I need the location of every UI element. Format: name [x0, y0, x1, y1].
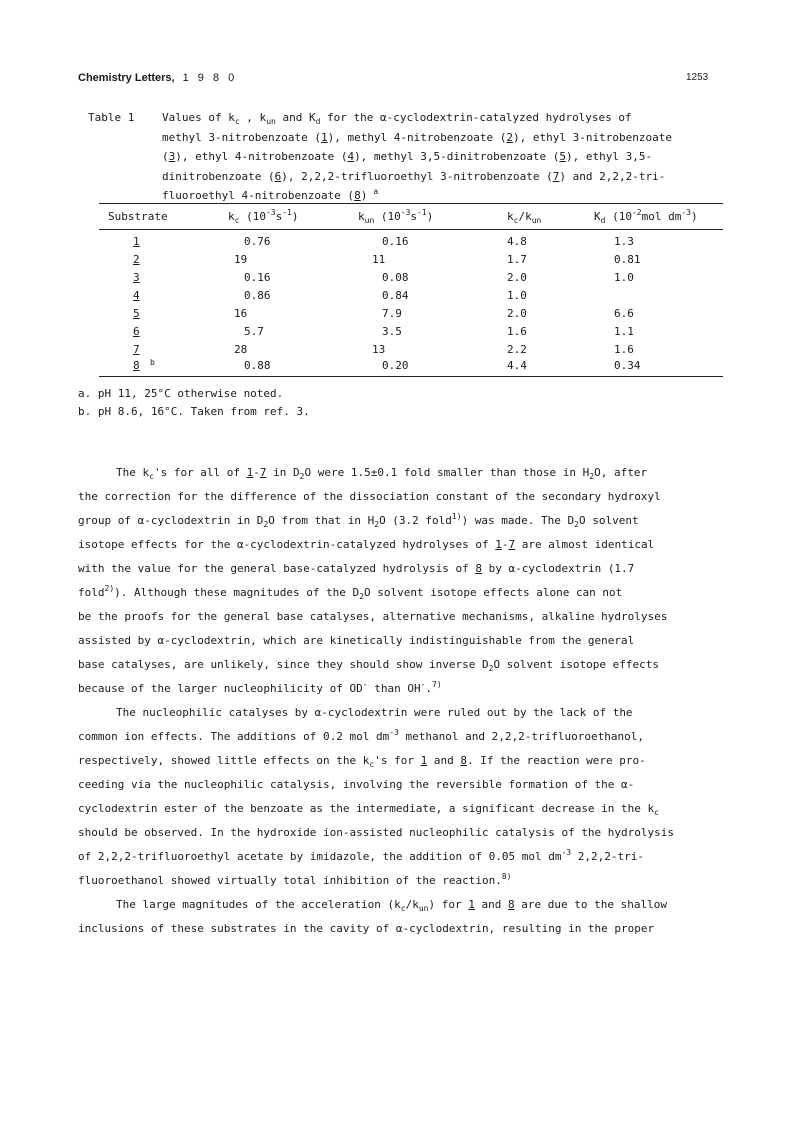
journal-header	[78, 72, 237, 84]
body-line: group of α-cyclodextrin in $D_2O$ from that in $H_2O$ (3.2 fold$^{1)}$) was made. The $D_2O$ solvent	[78, 512, 639, 529]
column-header-ratio: $k_c/k_{un}$	[507, 210, 542, 225]
body-line: of 2,2,2-trifluoroethyl acetate by imidazole, the addition of 0.05 mol $dm^{-3}$ 2,2,2-tri-	[78, 848, 644, 863]
body-line: common ion effects. The additions of 0.2 mol $dm^{-3}$ methanol and 2,2,2-trifluoroethanol,	[78, 728, 644, 743]
body-line: inclusions of these substrates in the cavity of α-cyclodextrin, resulting in the proper	[78, 922, 655, 935]
body-line: fluoroethanol showed virtually total inhibition of the reaction.$^{8)}$	[78, 872, 512, 887]
caption-line: methyl 3-nitrobenzoate (1), methyl 4-nitrobenzoate (2), ethyl 3-nitrobenzoate	[162, 130, 672, 144]
table-row: 4 0.86 0.84 1.0	[133, 289, 527, 302]
caption-line: Values of $k_c$ , $k_{un}$ and $K_d$ for the α-cyclodextrin-catalyzed hydrolyses of	[162, 111, 632, 126]
table-row: 1 0.76 0.16 4.8 1.3	[133, 235, 634, 248]
table-row: 8 b 0.88 0.20 4.4 0.34	[133, 358, 641, 372]
body-line: The $k_c's$ for all of 1-7 in $D_2O$ were 1.5±0.1 fold smaller than those in $H_2O$, after	[116, 466, 648, 481]
body-line: assisted by α-cyclodextrin, which are kinetically indistinguishable from the general	[78, 634, 635, 647]
body-line: should be observed. In the hydroxide ion-assisted nucleophilic catalysis of the hydrolysis	[78, 826, 675, 839]
body-line: be the proofs for the general base catalyses, alternative mechanisms, alkaline hydrolyses	[78, 610, 668, 623]
table-row: 6 5.7 3.5 1.6 1.1	[133, 325, 634, 338]
body-line: isotope effects for the α-cyclodextrin-catalyzed hydrolyses of 1-7 are almost identical	[78, 538, 655, 551]
column-header-kd: $K_d$ ($10^{-2}mol$ $dm^{-3}$)	[594, 208, 698, 225]
journal-name: Chemistry Letters,	[78, 72, 175, 84]
column-header-kc: $k_c$ $(10^{-3}s^{-1})$	[228, 208, 299, 225]
body-line: The large magnitudes of the acceleration $(k_c/k_{un})$ for 1 and 8 are due to the shallow	[116, 898, 667, 913]
table-row: 7 28 13 2.2 1.6	[133, 343, 634, 356]
table-row: 5 16 7.9 2.0 6.6	[133, 307, 634, 320]
body-line: the correction for the difference of the dissociation constant of the secondary hydroxyl	[78, 490, 661, 503]
page-number: 1253	[686, 72, 709, 83]
body-line: ceeding via the nucleophilic catalysis, involving the reversible formation of the α-	[78, 778, 635, 791]
table-top-rule	[99, 203, 723, 204]
body-line: with the value for the general base-catalyzed hydrolysis of 8 by α-cyclodextrin (1.7	[78, 562, 635, 575]
body-line: respectively, showed little effects on the $k_c's$ for 1 and 8. If the reaction were pro-	[78, 754, 646, 769]
table-footnote-a: a. pH 11, 25°C otherwise noted.	[78, 387, 284, 400]
journal-year: 1 9 8 0	[182, 72, 238, 84]
table-label: Table 1	[88, 111, 135, 124]
body-line: base catalyses, are unlikely, since they should show inverse $D_2O$ solvent isotope effects	[78, 658, 660, 673]
column-header-substrate: Substrate	[108, 210, 168, 223]
table-header-rule	[99, 229, 723, 230]
table-caption	[162, 108, 672, 206]
body-line: The nucleophilic catalyses by α-cyclodextrin were ruled out by the lack of the	[116, 706, 633, 719]
table-row: 2 19 11 1.7 0.81	[133, 253, 641, 266]
body-line: fold$^{2)}$). Although these magnitudes of the $D_2O$ solvent isotope effects alone can not	[78, 584, 623, 601]
table-footnote-b: b. pH 8.6, 16°C. Taken from ref. 3.	[78, 405, 310, 418]
caption-line: (3), ethyl 4-nitrobenzoate (4), methyl 3,5-dinitrobenzoate (5), ethyl 3,5-	[162, 150, 653, 163]
body-line: because of the larger nucleophilicity of OD- than OH-.$^{7)}$	[78, 680, 442, 695]
caption-line: fluoroethyl 4-nitrobenzoate (8) $^a$	[162, 187, 379, 202]
table-row: 3 0.16 0.08 2.0 1.0	[133, 271, 634, 284]
column-header-kun: $k_{un}$ $(10^{-3}s^{-1})$	[358, 208, 434, 225]
caption-line: dinitrobenzoate (6), 2,2,2-trifluoroethyl 3-nitrobenzoate (7) and 2,2,2-tri-	[162, 169, 666, 183]
body-line: cyclodextrin ester of the benzoate as the intermediate, a significant decrease in the $k_c$	[78, 802, 659, 817]
